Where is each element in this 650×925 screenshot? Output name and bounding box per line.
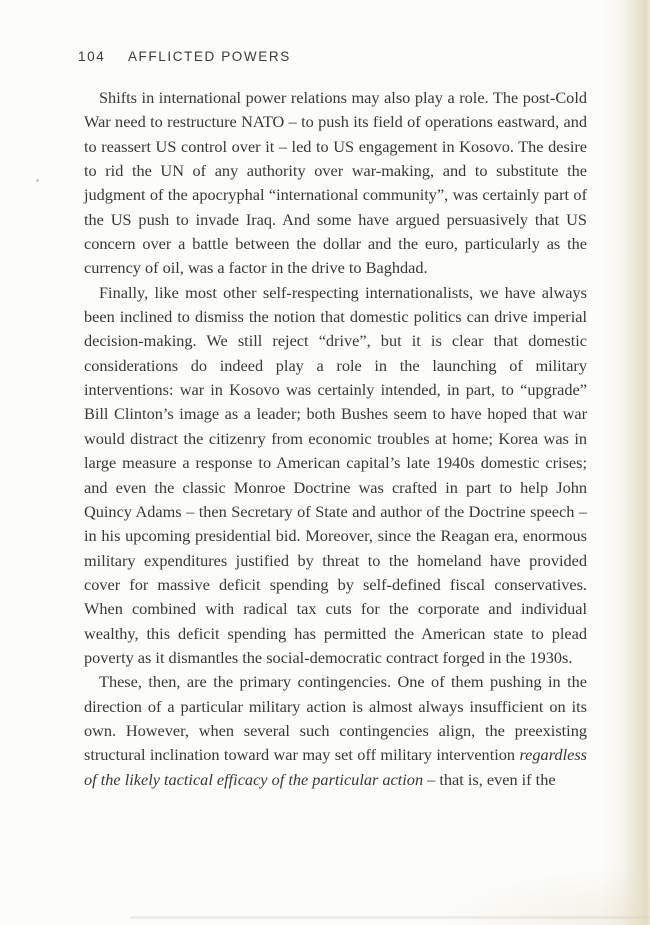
bottom-corner-shading <box>430 865 650 925</box>
italic-text-run: regardless of the likely tactical efficacy of the particular action <box>84 745 587 789</box>
text-run: – that is, even if the <box>423 769 556 789</box>
text-run: Finally, like most other self-respecting internationalists, we have always been inclined to dismiss the notion that domestic politics can drive imperial decision-making. We still reject “drive”, but it is clear that domestic considerations do indeed play a role in the launching of military interventions: war in Kosovo was certainly intended, in part, to “upgrade” Bill Clinton’s image as a leader; both Bushes seem to have hoped that war would distract the citizenry from economic troubles at home; Korea was in large measure a response to American capital’s late 1940s domestic crises; and even the classic Monroe Doctrine was crafted in part to help John Quincy Adams – then Secretary of State and author of the Doctrine speech – in his upcoming presidential bid. Moreover, since the Reagan era, enormous military expenditures justified by threat to the homeland have provided cover for massive deficit spending by self-defined fiscal conservatives. When combined with radical tax cuts for the corporate and individual wealthy, this deficit spending has permitted the American state to plead poverty as it dismantles the social-democratic contract forged in the 1930s. <box>84 282 587 667</box>
text-run: These, then, are the primary contingencies. One of them pushing in the direction of a particular military action is almost always insufficient on its own. However, when several such contingencies align, the preexisting structural inclination toward war may set off military intervention <box>84 672 587 765</box>
text-run: Shifts in international power relations may also play a role. The post-Cold War need to restructure NATO – to push its field of operations eastward, and to reassert US control over it – led to US engagement in Kosovo. The desire to rid the UN of any authority over war-making, and to substitute the judgment of the apocryphal “international community”, was certainly part of the US push to invade Iraq. And some have argued persuasively that US concern over a battle between the dollar and the euro, particularly as the currency of oil, was a factor in the drive to Baghdad. <box>84 88 587 278</box>
scan-speck <box>36 179 39 182</box>
paragraph <box>84 670 587 792</box>
running-title: AFFLICTED POWERS <box>127 49 291 64</box>
paragraph <box>84 86 587 281</box>
scan-artifact-line <box>130 916 650 919</box>
page-edge-shading <box>602 0 650 925</box>
page-number: 104 <box>78 49 106 64</box>
body-text <box>84 86 587 792</box>
paragraph <box>84 281 587 671</box>
page-header <box>78 49 291 64</box>
